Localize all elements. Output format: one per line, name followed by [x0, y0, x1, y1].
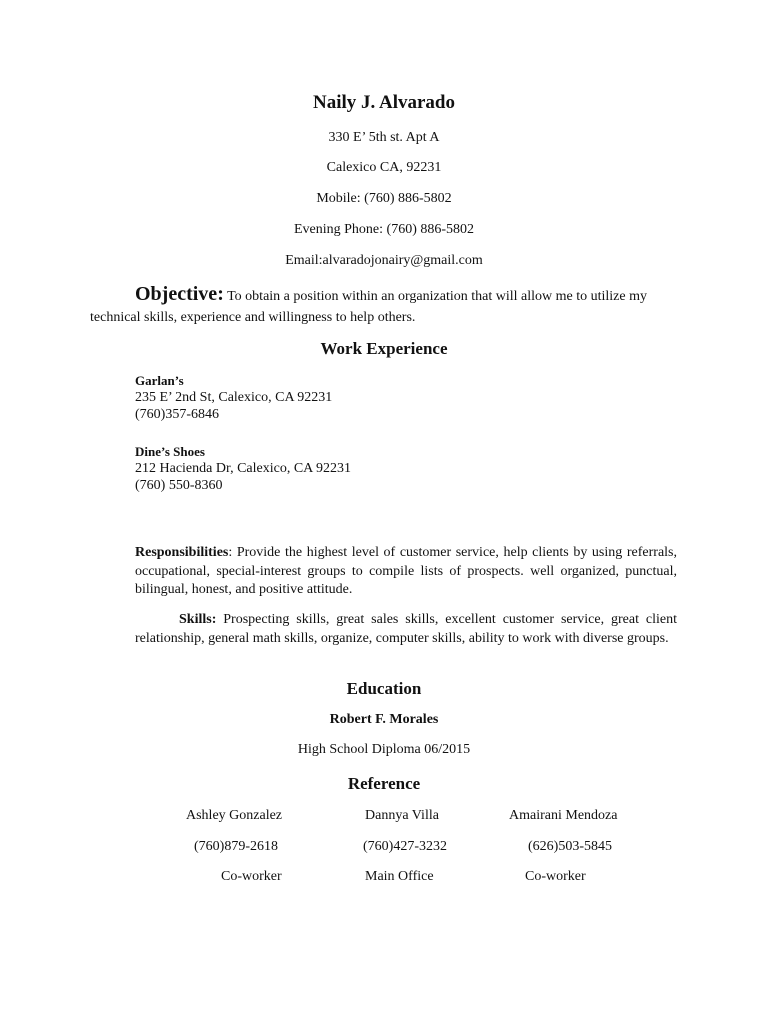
skills-text: Prospecting skills, great sales skills, excellent customer service, great client relationship, general math skills, organize, computer skills, ability to work with diverse groups. — [135, 612, 677, 646]
address-line-2: Calexico CA, 92231 — [326, 160, 442, 175]
employer-entry — [135, 372, 332, 423]
evening-phone: Evening Phone: (760) 886-5802 — [293, 222, 475, 237]
objective-label: Objective: — [135, 283, 224, 305]
responsibilities-text: : Provide the highest level of customer service, help clients by using referrals, occupational, special-interest groups to compile lists of prospects. well organized, punctual, bilingual, honest, and positive attitude. — [135, 545, 677, 597]
mobile-phone: Mobile: (760) 886-5802 — [316, 191, 452, 206]
applicant-name: Naily J. Alvarado — [313, 92, 455, 113]
school-name: Robert F. Morales — [329, 712, 439, 727]
email-address: Email:alvaradojonairy@gmail.com — [285, 253, 483, 268]
reference-role: Co-worker — [221, 869, 282, 884]
diploma: High School Diploma 06/2015 — [297, 742, 471, 757]
reference-phone: (626)503-5845 — [528, 839, 612, 854]
reference-name: Dannya Villa — [365, 808, 439, 823]
education-heading: Education — [346, 679, 422, 698]
employer-address: 235 E’ 2nd St, Calexico, CA 92231 — [135, 390, 333, 405]
reference-phone: (760)879-2618 — [194, 839, 278, 854]
reference-phone: (760)427-3232 — [363, 839, 447, 854]
reference-role: Co-worker — [525, 869, 586, 884]
employer-address: 212 Hacienda Dr, Calexico, CA 92231 — [135, 461, 352, 476]
employer-phone: (760)357-6846 — [135, 407, 219, 422]
objective-section — [90, 284, 680, 328]
address-line-1: 330 E’ 5th st. Apt A — [328, 130, 440, 145]
employer-name: Garlan’s — [135, 373, 184, 388]
reference-heading: Reference — [347, 774, 421, 793]
reference-name: Ashley Gonzalez — [186, 808, 283, 823]
employer-phone: (760) 550-8360 — [135, 478, 223, 493]
reference-name: Amairani Mendoza — [509, 808, 618, 823]
responsibilities-label: Responsibilities — [135, 545, 229, 560]
objective-text: To obtain a position within an organization that will allow me to utilize my technical skills, experience and willingness to help others. — [90, 289, 647, 325]
work-experience-heading: Work Experience — [320, 339, 448, 358]
skills-paragraph — [135, 611, 677, 648]
skills-label: Skills: — [179, 612, 217, 627]
employer-name: Dine’s Shoes — [135, 444, 205, 459]
reference-role: Main Office — [365, 869, 434, 884]
responsibilities-paragraph — [135, 544, 677, 600]
employer-entry — [135, 443, 351, 494]
